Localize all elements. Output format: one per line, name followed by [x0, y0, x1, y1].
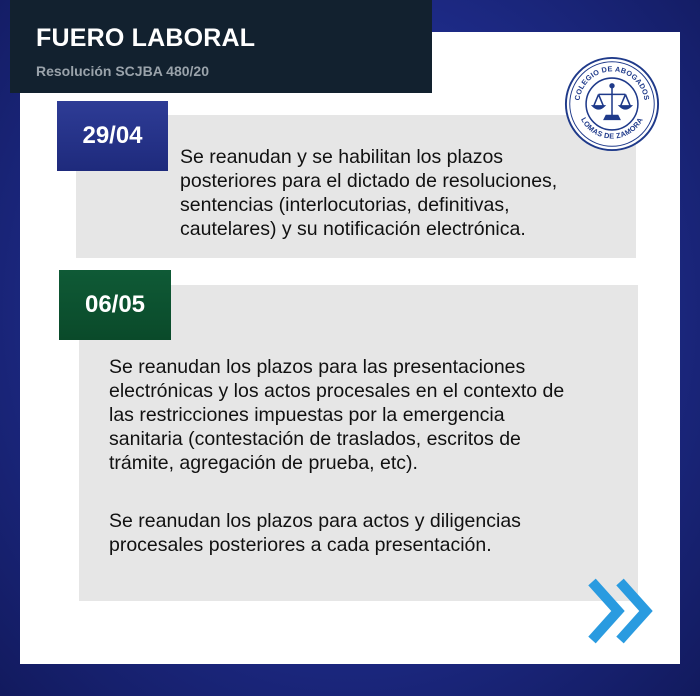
text-line: sentencias (interlocutorias, definitivas, [180, 194, 510, 216]
bar-association-seal [564, 56, 660, 152]
page-title: FUERO LABORAL [36, 24, 256, 52]
text-line: posteriores para el dictado de resoluciones, [180, 170, 558, 192]
text-line: electrónicas y los actos procesales en el contexto de [109, 380, 565, 402]
text-line: Se reanudan y se habilitan los plazos [180, 146, 504, 168]
page-subtitle: Resolución SCJBA 480/20 [36, 63, 209, 79]
text-line: sanitaria (contestación de traslados, escritos de [109, 428, 521, 450]
date-badge-2: 06/05 [59, 270, 171, 340]
section-2-paragraph-1 [109, 355, 564, 475]
date-badge-1: 29/04 [57, 101, 168, 171]
text-line: procesales posteriores a cada presentación. [109, 534, 492, 556]
seal-bottom-text: LOMAS DE ZAMORA [579, 115, 645, 141]
text-line: Se reanudan los plazos para las presentaciones [109, 356, 526, 378]
text-line: trámite, agregación de prueba, etc). [109, 452, 418, 474]
section-1-text [180, 145, 557, 241]
double-chevron-right-icon[interactable] [582, 574, 662, 648]
seal-top-text: COLEGIO DE ABOGADOS [572, 64, 652, 102]
header-banner [10, 0, 432, 93]
text-line: las restricciones impuestas por la emergencia [109, 404, 505, 426]
text-line: cautelares) y su notificación electrónica. [180, 218, 526, 240]
text-line: Se reanudan los plazos para actos y diligencias [109, 510, 521, 532]
section-2-paragraph-2 [109, 509, 521, 557]
